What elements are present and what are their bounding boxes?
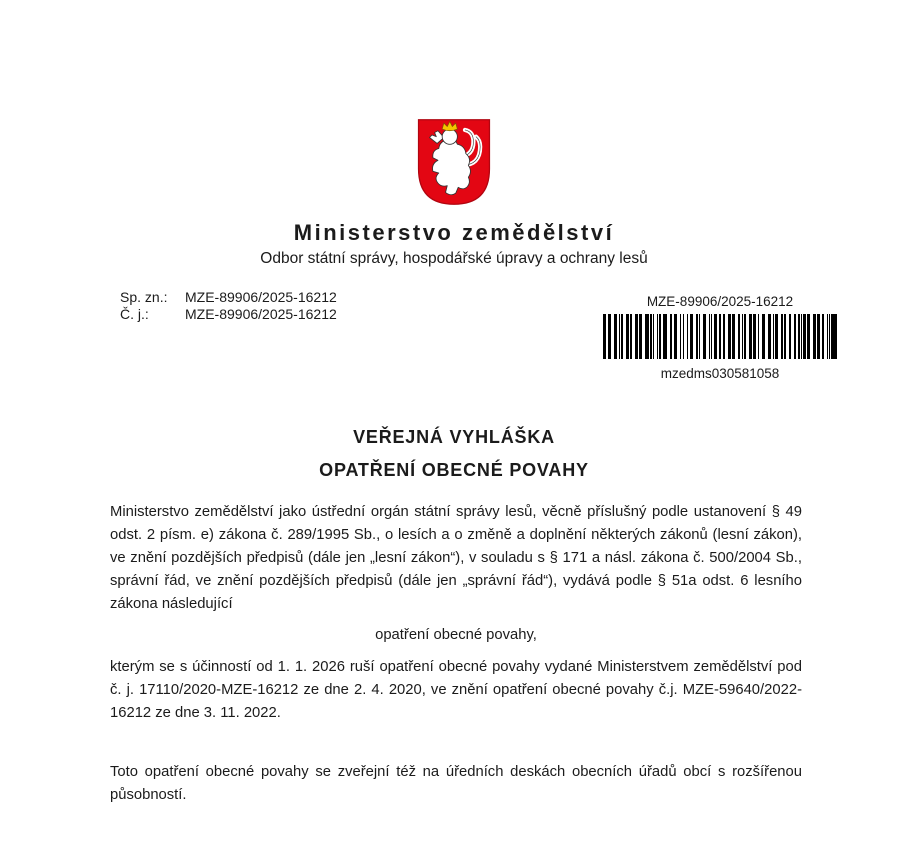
cj-label: Č. j.:	[120, 305, 149, 322]
measure-title-line: opatření obecné povahy,	[375, 627, 537, 643]
file-number-row	[120, 289, 337, 306]
department-subtitle: Odbor státní správy, hospodářské úpravy a ochrany lesů	[260, 250, 648, 267]
paragraph-repeal: kterým se s účinností od 1. 1. 2026 ruší opatření obecné povahy vydané Ministerstvem zemědělství pod č. j. 17110/2020-MZE-16212 ze dne 2. 4. 2020, ve znění opatření obecné povahy č.j. MZE-59640/2022-16212 ze dne 3. 11. 2022.	[110, 659, 802, 721]
sp-zn-value: MZE-89906/2025-16212	[185, 289, 337, 305]
barcode	[602, 314, 838, 359]
paragraph-legal-basis: Ministerstvo zemědělství jako ústřední orgán státní správy lesů, věcně příslušný podle ustanovení § 49 odst. 2 písm. e) zákona č. 289/1995 Sb., o lesích a o změně a doplnění některých zákonů (lesní zákon), ve znění pozdějších předpisů (dále jen „lesní zákon“), v souladu s § 171 a násl. zákona č. 500/2004 Sb., správní řád, ve znění pozdějších předpisů (dále jen „správní řád“), vydává podle § 51a odst. 6 lesního zákona následující	[110, 504, 802, 612]
cj-value: MZE-89906/2025-16212	[185, 305, 337, 322]
document-heading-measure: OPATŘENÍ OBECNÉ POVAHY	[319, 460, 589, 480]
barcode-block	[602, 294, 838, 381]
czech-coat-of-arms-icon	[416, 117, 492, 207]
barcode-bottom-label: mzedms030581058	[660, 366, 780, 381]
ref-number-row	[120, 306, 337, 323]
barcode-top-label: MZE-89906/2025-16212	[646, 294, 794, 309]
paragraph-publication: Toto opatření obecné povahy se zveřejní též na úředních deskách obecních úřadů obcí s rozšířenou působností.	[110, 764, 802, 803]
lion-head	[442, 129, 457, 144]
reference-block	[120, 289, 337, 322]
ministry-title: Ministerstvo zemědělství	[293, 220, 615, 245]
document-body	[110, 501, 802, 807]
sp-zn-label: Sp. zn.:	[120, 289, 168, 305]
document-heading-public-notice: VEŘEJNÁ VYHLÁŠKA	[353, 427, 555, 447]
